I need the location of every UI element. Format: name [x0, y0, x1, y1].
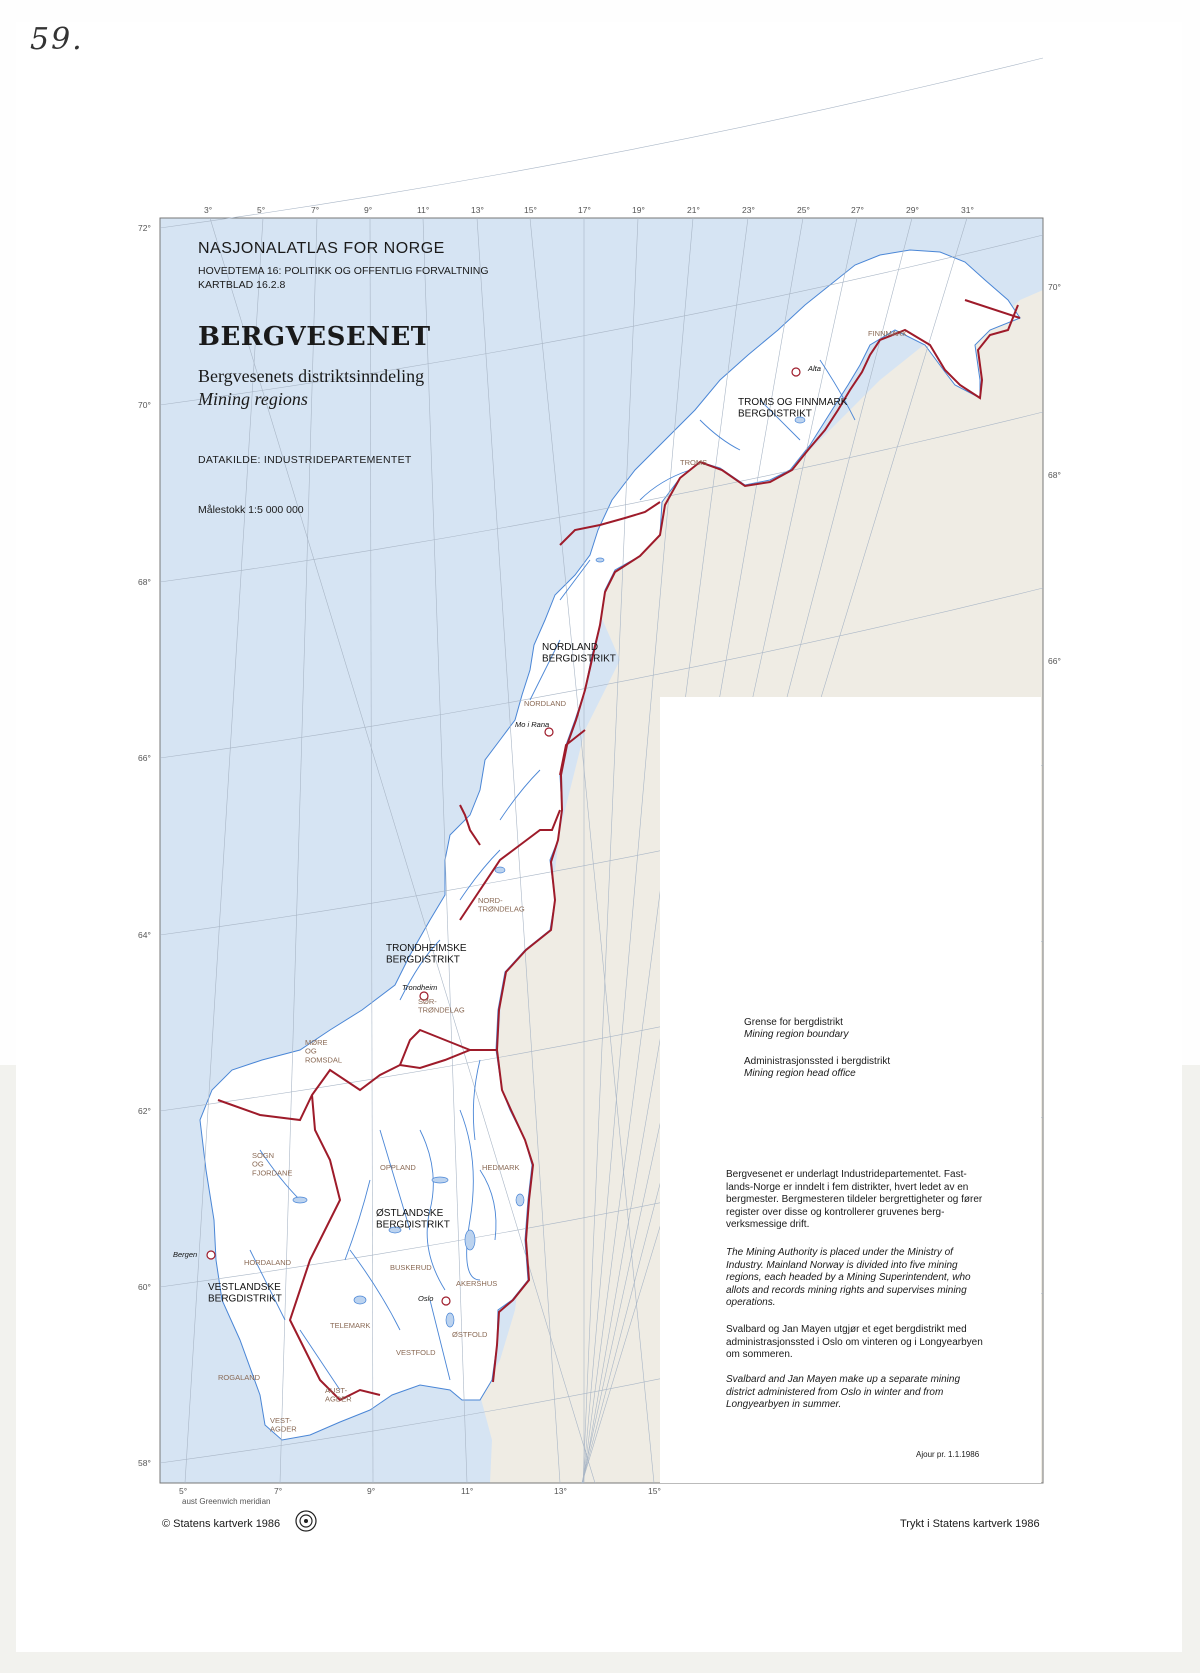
- county-label: SØR-TRØNDELAG: [418, 997, 465, 1015]
- latitude-label: 72°: [138, 223, 151, 233]
- lake: [465, 1230, 475, 1250]
- page-title: BERGVESENET: [198, 322, 431, 352]
- latitude-label: 60°: [138, 1282, 151, 1292]
- statens-kartverk-logo: [296, 1511, 316, 1531]
- legend-panel: [660, 697, 1041, 1483]
- longitude-label: 7°: [274, 1486, 283, 1496]
- title-block: [198, 240, 618, 516]
- longitude-label: 11°: [417, 205, 430, 215]
- longitude-label: 15°: [648, 1486, 661, 1496]
- office-marker: [792, 368, 800, 376]
- longitude-label: 27°: [851, 205, 864, 215]
- updated-date: Ajour pr. 1.1.1986: [916, 1450, 980, 1459]
- district-label: TRONDHEIMSKE BERGDISTRIKT: [386, 943, 467, 966]
- county-label: TROMS: [680, 458, 708, 467]
- longitude-label: 23°: [742, 205, 755, 215]
- office-marker: [545, 728, 553, 736]
- office-label: Bergen: [173, 1250, 198, 1259]
- theme-line: HOVEDTEMA 16: POLITIKK OG OFFENTLIG FORVALTNING: [198, 265, 489, 277]
- district-label: VESTLANDSKE BERGDISTRIKT: [208, 1282, 282, 1305]
- office-marker: [207, 1251, 215, 1259]
- lake: [446, 1313, 454, 1327]
- description-english: The Mining Authority is placed under the Ministry of Industry. Mainland Norway is divided into five mining regions, each headed by a Mining Superintendent, who allots and records mining rights and supervises mining operations.: [726, 1247, 971, 1308]
- sheet-number: 59.: [30, 22, 84, 57]
- office-label: Oslo: [418, 1294, 434, 1303]
- longitude-label: 9°: [367, 1486, 376, 1496]
- longitude-label: 13°: [471, 205, 484, 215]
- legend-office-label-en: Mining region head office: [744, 1068, 856, 1079]
- county-label: FINNMARK: [868, 329, 908, 338]
- longitude-label: 19°: [632, 205, 645, 215]
- legend-boundary: [744, 1017, 849, 1041]
- map-scale: Målestokk 1:5 000 000: [198, 504, 304, 516]
- county-label: NORDLAND: [524, 699, 567, 708]
- latitude-label: 64°: [138, 930, 151, 940]
- longitude-label: 7°: [311, 205, 320, 215]
- latitude-label: 66°: [1048, 656, 1061, 666]
- legend-office: [744, 1056, 890, 1080]
- county-label: HORDALAND: [244, 1258, 292, 1267]
- lake: [495, 867, 505, 873]
- subtitle-english: Mining regions: [198, 389, 308, 409]
- district-label: NORDLAND BERGDISTRIKT: [542, 642, 616, 665]
- longitude-label: 5°: [257, 205, 266, 215]
- legend-boundary-label: Grense for bergdistrikt: [744, 1017, 843, 1028]
- county-label: HEDMARK: [482, 1163, 520, 1172]
- longitude-label: 11°: [461, 1486, 474, 1496]
- county-label: SOGN OG FJORDANE: [252, 1151, 293, 1178]
- longitude-label: 29°: [906, 205, 919, 215]
- latitude-label: 70°: [1048, 282, 1061, 292]
- county-label: VESTFOLD: [396, 1348, 436, 1357]
- county-label: NORD-TRØNDELAG: [478, 896, 525, 914]
- meridian-note: aust Greenwich meridian: [182, 1497, 271, 1506]
- latitude-label: 70°: [138, 400, 151, 410]
- county-label: TELEMARK: [330, 1321, 371, 1330]
- county-label: BUSKERUD: [390, 1263, 432, 1272]
- latitude-label: 68°: [1048, 470, 1061, 480]
- longitude-label: 9°: [364, 205, 373, 215]
- county-label: OPPLAND: [380, 1163, 416, 1172]
- description-norwegian: Bergvesenet er underlagt Industridepartementet. Fast-lands-Norge er inndelt i fem distrikter, hvert ledet av en bergmester. Bergmesteren tildeler bergrettigheter og fører register over disse og kontrollerer gruvenes berg-verksmessige drift.: [726, 1169, 983, 1230]
- longitude-label: 17°: [578, 205, 591, 215]
- county-label: AKERSHUS: [456, 1279, 498, 1288]
- longitude-label: 15°: [524, 205, 537, 215]
- lake: [516, 1194, 524, 1206]
- longitude-label: 13°: [554, 1486, 567, 1496]
- svalbard-note-norwegian: Svalbard og Jan Mayen utgjør et eget bergdistrikt med administrasjonssted i Oslo om vinteren og i Longyearbyen om sommeren.: [726, 1324, 983, 1360]
- series-title: NASJONALATLAS FOR NORGE: [198, 240, 445, 257]
- office-label: Mo i Rana: [515, 720, 550, 729]
- county-label: VEST-AGDER: [270, 1416, 297, 1434]
- svalbard-note-english: Svalbard and Jan Mayen make up a separate mining district administered from Oslo in winter and from Longyearbyen in summer.: [726, 1374, 961, 1410]
- printed-by: Trykt i Statens kartverk 1986: [900, 1518, 1040, 1530]
- lake: [596, 558, 604, 562]
- county-label: AUST-AGDER: [325, 1386, 352, 1404]
- legend-office-label: Administrasjonssted i bergdistrikt: [744, 1056, 891, 1067]
- latitude-label: 68°: [138, 577, 151, 587]
- office-label: Alta: [808, 364, 821, 373]
- longitude-label: 21°: [687, 205, 700, 215]
- county-label: MØRE OG ROMSDAL: [305, 1038, 343, 1065]
- office-marker: [442, 1297, 450, 1305]
- latitude-label: 66°: [138, 753, 151, 763]
- lake: [432, 1177, 448, 1183]
- copyright: © Statens kartverk 1986: [162, 1518, 281, 1530]
- data-source: DATAKILDE: INDUSTRIDEPARTEMENTET: [198, 454, 412, 466]
- subtitle-norwegian: Bergvesenets distriktsinndeling: [198, 366, 425, 386]
- latitude-label: 62°: [138, 1106, 151, 1116]
- longitude-label: 25°: [797, 205, 810, 215]
- longitude-label: 31°: [961, 205, 974, 215]
- county-label: ROGALAND: [218, 1373, 261, 1382]
- legend-boundary-label-en: Mining region boundary: [744, 1029, 849, 1040]
- longitude-label: 5°: [179, 1486, 188, 1496]
- latitude-label: 58°: [138, 1458, 151, 1468]
- lake: [293, 1197, 307, 1203]
- longitude-label: 3°: [204, 205, 213, 215]
- lake: [354, 1296, 366, 1304]
- district-label: TROMS OG FINNMARK BERGDISTRIKT: [738, 397, 848, 420]
- sheet-line: KARTBLAD 16.2.8: [198, 279, 286, 291]
- district-label: ØSTLANDSKE BERGDISTRIKT: [376, 1208, 450, 1231]
- parallel-line: [160, 58, 1043, 228]
- county-label: ØSTFOLD: [452, 1330, 488, 1339]
- office-label: Trondheim: [402, 983, 438, 992]
